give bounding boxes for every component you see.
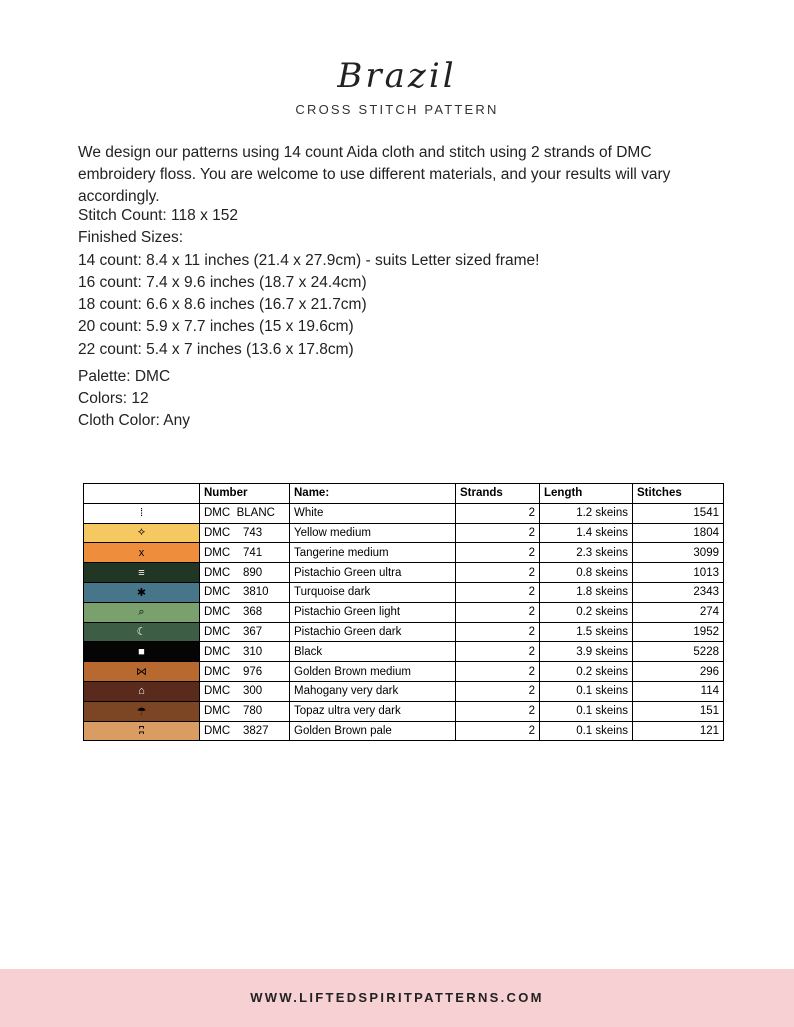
color-swatch: ⁞ (84, 503, 200, 523)
length-value: 1.4 skeins (540, 523, 633, 543)
color-swatch: ✱ (84, 582, 200, 602)
color-swatch: ⟡ (84, 523, 200, 543)
pattern-subtitle: CROSS STITCH PATTERN (295, 102, 499, 117)
color-name: Pistachio Green dark (290, 622, 456, 642)
stitches-value: 5228 (633, 642, 724, 662)
length-value: 1.5 skeins (540, 622, 633, 642)
strands-value: 2 (456, 503, 540, 523)
color-swatch: ≡ (84, 563, 200, 583)
color-swatch: ⌕ (84, 602, 200, 622)
table-row (84, 543, 724, 563)
color-swatch: ☂ (84, 701, 200, 721)
color-name: Yellow medium (290, 523, 456, 543)
length-value: 3.9 skeins (540, 642, 633, 662)
color-swatch: x (84, 543, 200, 563)
strands-value: 2 (456, 622, 540, 642)
intro-paragraph: We design our patterns using 14 count Aida cloth and stitch using 2 strands of DMC embroidery floss. You are welcome to use different materials, and your results will vary accordingly. (78, 144, 671, 205)
color-swatch: ■ (84, 642, 200, 662)
color-name: Turquoise dark (290, 582, 456, 602)
strands-value: 2 (456, 662, 540, 682)
length-value: 0.1 skeins (540, 721, 633, 741)
header-length: Length (540, 484, 633, 504)
dmc-number: DMC 368 (200, 602, 290, 622)
pattern-title: Brazil (337, 56, 457, 96)
color-name: Pistachio Green light (290, 602, 456, 622)
header-number: Number (200, 484, 290, 504)
footer-banner (0, 969, 794, 1027)
dmc-number: DMC 300 (200, 681, 290, 701)
strands-value: 2 (456, 701, 540, 721)
table-row (84, 642, 724, 662)
table-body (84, 503, 724, 741)
color-name: Golden Brown pale (290, 721, 456, 741)
color-swatch: ☾ (84, 622, 200, 642)
palette-brand: Palette: DMC (78, 368, 171, 385)
floss-table (83, 483, 724, 741)
table-row (84, 582, 724, 602)
size-line: 14 count: 8.4 x 11 inches (21.4 x 27.9cm) - suits Letter sized frame! (78, 251, 540, 269)
length-value: 1.2 skeins (540, 503, 633, 523)
dmc-number: DMC 780 (200, 701, 290, 721)
header-symbol (84, 484, 200, 504)
palette-info (78, 366, 190, 432)
color-swatch: ⋈ (84, 662, 200, 682)
stitches-value: 274 (633, 602, 724, 622)
dmc-number: DMC 976 (200, 662, 290, 682)
strands-value: 2 (456, 582, 540, 602)
table-row (84, 503, 724, 523)
table-row (84, 523, 724, 543)
color-name: Pistachio Green ultra (290, 563, 456, 583)
strands-value: 2 (456, 563, 540, 583)
size-line: 22 count: 5.4 x 7 inches (13.6 x 17.8cm) (78, 340, 354, 358)
dmc-number: DMC BLANC (200, 503, 290, 523)
length-value: 0.2 skeins (540, 602, 633, 622)
length-value: 1.8 skeins (540, 582, 633, 602)
length-value: 0.1 skeins (540, 701, 633, 721)
header-strands: Strands (456, 484, 540, 504)
strands-value: 2 (456, 523, 540, 543)
table-row (84, 622, 724, 642)
dmc-number: DMC 310 (200, 642, 290, 662)
length-value: 0.2 skeins (540, 662, 633, 682)
length-value: 0.8 skeins (540, 563, 633, 583)
color-count: Colors: 12 (78, 390, 149, 407)
stitches-value: 2343 (633, 582, 724, 602)
table-row (84, 681, 724, 701)
table-header-row (84, 484, 724, 504)
stitches-value: 1804 (633, 523, 724, 543)
dmc-number: DMC 367 (200, 622, 290, 642)
stitches-value: 1952 (633, 622, 724, 642)
table-row (84, 721, 724, 741)
length-value: 2.3 skeins (540, 543, 633, 563)
stitches-value: 1013 (633, 563, 724, 583)
strands-value: 2 (456, 681, 540, 701)
header-stitches: Stitches (633, 484, 724, 504)
stitches-value: 296 (633, 662, 724, 682)
stitches-value: 1541 (633, 503, 724, 523)
stitches-value: 151 (633, 701, 724, 721)
table-row (84, 602, 724, 622)
strands-value: 2 (456, 642, 540, 662)
size-line: 18 count: 6.6 x 8.6 inches (16.7 x 21.7cm) (78, 296, 367, 314)
table-row (84, 662, 724, 682)
page-header (0, 56, 794, 117)
dmc-number: DMC 743 (200, 523, 290, 543)
pattern-specs (78, 205, 540, 361)
table-row (84, 563, 724, 583)
dmc-number: DMC 3810 (200, 582, 290, 602)
dmc-number: DMC 3827 (200, 721, 290, 741)
color-name: Topaz ultra very dark (290, 701, 456, 721)
stitches-value: 114 (633, 681, 724, 701)
strands-value: 2 (456, 543, 540, 563)
dmc-number: DMC 890 (200, 563, 290, 583)
color-name: Black (290, 642, 456, 662)
size-line: 16 count: 7.4 x 9.6 inches (18.7 x 24.4cm) (78, 273, 367, 291)
color-swatch: ʭ (84, 721, 200, 741)
table-row (84, 701, 724, 721)
strands-value: 2 (456, 721, 540, 741)
color-name: White (290, 503, 456, 523)
stitches-value: 3099 (633, 543, 724, 563)
color-name: Golden Brown medium (290, 662, 456, 682)
finished-sizes-label: Finished Sizes: (78, 229, 184, 247)
stitches-value: 121 (633, 721, 724, 741)
cloth-color: Cloth Color: Any (78, 412, 190, 429)
header-name: Name: (290, 484, 456, 504)
length-value: 0.1 skeins (540, 681, 633, 701)
color-swatch: ⌂ (84, 681, 200, 701)
size-line: 20 count: 5.9 x 7.7 inches (15 x 19.6cm) (78, 318, 354, 336)
color-name: Tangerine medium (290, 543, 456, 563)
strands-value: 2 (456, 602, 540, 622)
dmc-number: DMC 741 (200, 543, 290, 563)
website-url: WWW.LIFTEDSPIRITPATTERNS.COM (250, 990, 544, 1005)
color-name: Mahogany very dark (290, 681, 456, 701)
stitch-count: Stitch Count: 118 x 152 (78, 207, 238, 224)
